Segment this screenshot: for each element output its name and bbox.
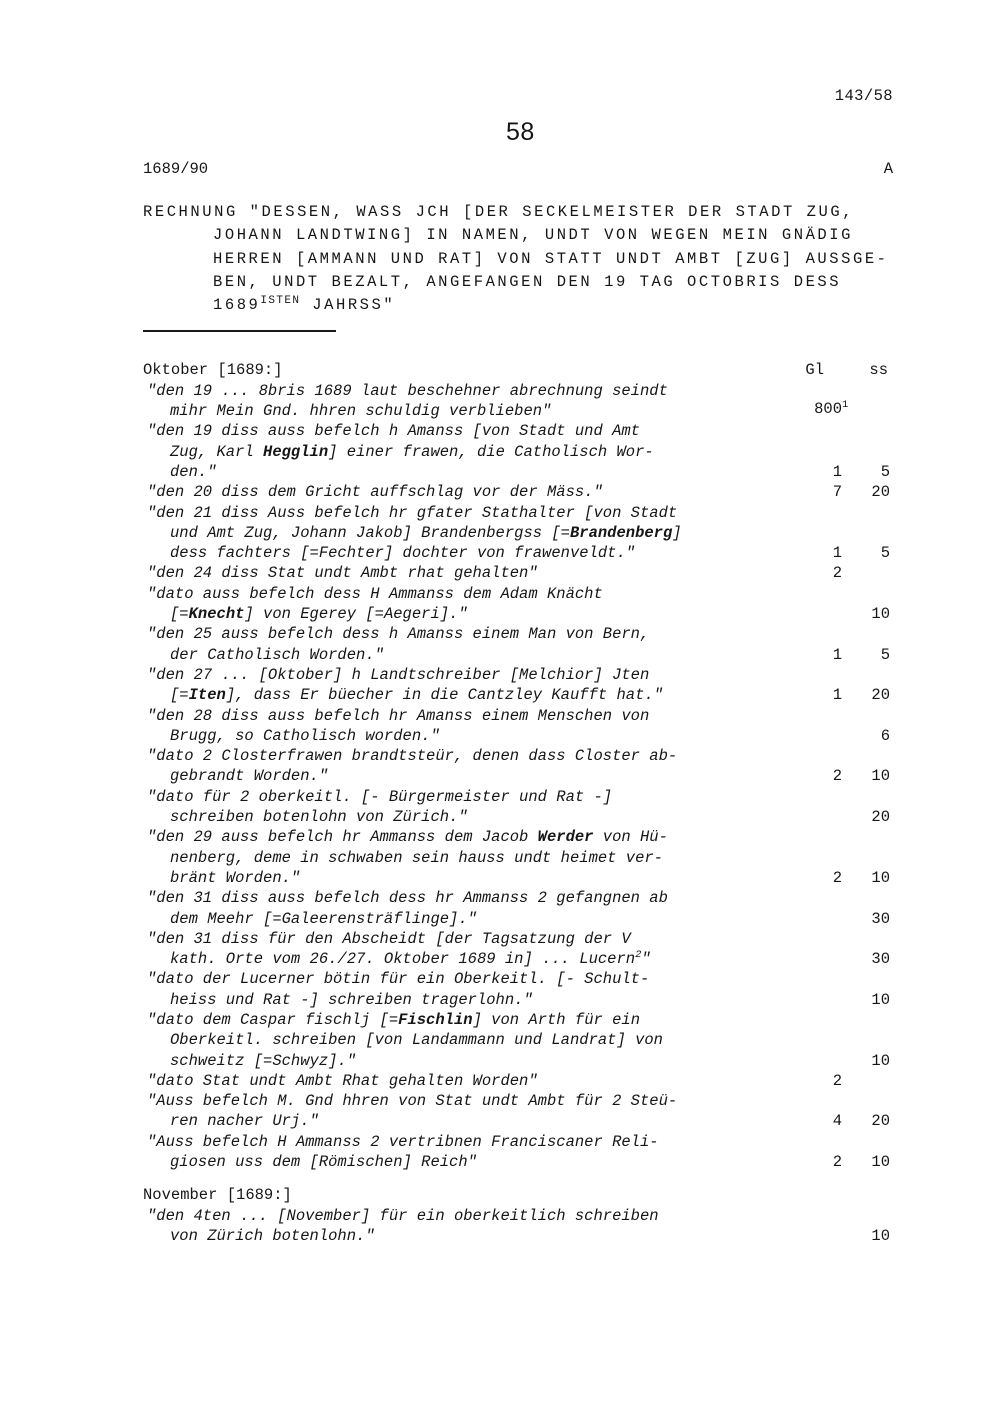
entry-text bbox=[143, 421, 787, 482]
text-run: kath. Orte vom 26./27. Oktober 1689 in] ... Lucern bbox=[170, 950, 636, 969]
text-run: "den 4ten ... [November] für ein oberkeitlich schreiben bbox=[147, 1206, 659, 1225]
entry-line bbox=[143, 523, 787, 543]
text-run: [= bbox=[170, 686, 189, 705]
entry-line bbox=[143, 1010, 787, 1030]
text-run: und Amt Zug, Johann Jakob] Brandenbergss [= bbox=[170, 523, 570, 542]
ledger-entry bbox=[143, 1091, 890, 1132]
entry-text bbox=[143, 888, 787, 929]
text-run: "den 31 diss auss befelch dess hr Ammanss 2 gefangnen ab bbox=[147, 889, 668, 908]
heading-line bbox=[143, 271, 890, 294]
text-run: von Zürich botenlohn." bbox=[170, 1226, 375, 1245]
entry-line bbox=[143, 604, 787, 624]
section-title: Oktober [1689:] bbox=[143, 361, 283, 380]
text-run: von Hü- bbox=[593, 828, 668, 847]
text-run: ren nacher Urj." bbox=[170, 1112, 319, 1131]
entry-line bbox=[143, 381, 787, 401]
ss-value: 10 bbox=[871, 605, 890, 624]
entry-line bbox=[143, 827, 787, 847]
entry-text bbox=[143, 746, 787, 787]
text-run: dem Meehr [=Galeerensträflinge]." bbox=[170, 909, 477, 928]
text-run: "den 19 diss auss befelch h Amanss [von Stadt und Amt bbox=[147, 422, 640, 441]
gl-value: 2 bbox=[832, 564, 842, 583]
page-content bbox=[143, 201, 890, 1246]
ledger-entry bbox=[143, 503, 890, 564]
ledger-entry bbox=[143, 381, 890, 422]
ledger-entry bbox=[143, 1071, 890, 1091]
entry-line bbox=[143, 949, 787, 969]
text-run: "den 31 diss für den Abscheidt [der Tagsatzung der V bbox=[147, 929, 631, 948]
text-run: " bbox=[641, 950, 651, 969]
entry-line bbox=[143, 462, 787, 482]
entry-text bbox=[143, 1206, 787, 1247]
section-header bbox=[143, 1185, 890, 1205]
entry-text bbox=[143, 1091, 787, 1132]
text-run: RECHNUNG "DESSEN, WASS JCH [DER SECKELMEISTER DER STADT ZUG, bbox=[143, 203, 855, 221]
entry-line bbox=[143, 929, 787, 949]
text-run: "den 28 diss auss befelch hr Amanss einem Menschen von bbox=[147, 706, 650, 725]
gl-value: 1 bbox=[832, 544, 842, 563]
heading-line bbox=[143, 248, 890, 271]
ss-value: 20 bbox=[871, 808, 890, 827]
gl-value: 1 bbox=[832, 462, 842, 481]
text-run: der Catholisch Worden." bbox=[170, 645, 384, 664]
entry-text bbox=[143, 503, 787, 564]
bold-name: Iten bbox=[188, 686, 226, 705]
ss-value: 6 bbox=[880, 726, 890, 745]
ledger-entry bbox=[143, 969, 890, 1010]
entry-text bbox=[143, 563, 787, 583]
entry-line bbox=[143, 848, 787, 868]
ledger bbox=[143, 360, 890, 1246]
entry-text bbox=[143, 482, 787, 502]
column-header-gl: Gl bbox=[805, 361, 824, 380]
entry-line bbox=[143, 746, 787, 766]
ss-value: 10 bbox=[871, 868, 890, 887]
heading-line bbox=[143, 224, 890, 247]
entry-line bbox=[143, 442, 787, 462]
entry-line bbox=[143, 868, 787, 888]
heading-line bbox=[143, 294, 890, 317]
text-run: Oberkeitl. schreiben [von Landammann und Landrat] von bbox=[170, 1031, 663, 1050]
entry-line bbox=[143, 969, 787, 989]
ledger-entry bbox=[143, 929, 890, 970]
gl-value: 2 bbox=[832, 767, 842, 786]
heading-line bbox=[143, 201, 890, 224]
text-run: "Auss befelch M. Gnd hhren von Stat undt Ambt für 2 Steü- bbox=[147, 1092, 678, 1111]
ledger-entry bbox=[143, 787, 890, 828]
entry-line bbox=[143, 990, 787, 1010]
ledger-entry bbox=[143, 563, 890, 583]
entry-text bbox=[143, 929, 787, 970]
entry-line bbox=[143, 584, 787, 604]
entry-line bbox=[143, 401, 787, 421]
text-run: "den 25 auss befelch dess h Amanss einem Man von Bern, bbox=[147, 625, 650, 644]
entry-text bbox=[143, 1010, 787, 1071]
entry-text bbox=[143, 706, 787, 747]
text-run: "den 21 diss Auss befelch hr gfater Stathalter [von Stadt bbox=[147, 503, 678, 522]
entry-line bbox=[143, 421, 787, 441]
entry-text bbox=[143, 787, 787, 828]
ledger-entry bbox=[143, 421, 890, 482]
superscript: ISTEN bbox=[260, 295, 301, 308]
gl-value: 1 bbox=[832, 686, 842, 705]
text-run: JOHANN LANDTWING] IN NAMEN, UNDT VON WEGEN MEIN GNÄDIG bbox=[213, 226, 853, 245]
text-run: JAHRSS" bbox=[300, 296, 396, 315]
corner-letter: A bbox=[883, 160, 893, 178]
text-run: Brugg, so Catholisch worden." bbox=[170, 726, 440, 745]
text-run: ] einer frawen, die Catholisch Wor- bbox=[328, 442, 654, 461]
gl-value: 7 bbox=[832, 483, 842, 502]
text-run: 1689 bbox=[213, 296, 261, 315]
entry-text bbox=[143, 969, 787, 1010]
record-heading bbox=[143, 201, 890, 317]
text-run: "den 19 ... 8bris 1689 laut beschehner abrechnung seindt bbox=[147, 381, 668, 400]
text-run: "dato für 2 oberkeitl. [- Bürgermeister und Rat -] bbox=[147, 787, 613, 806]
entry-text bbox=[143, 624, 787, 665]
gl-value: 2 bbox=[832, 1071, 842, 1090]
superscript: 2 bbox=[635, 948, 642, 961]
text-run: "dato Stat undt Ambt Rhat gehalten Worden" bbox=[147, 1071, 538, 1090]
page-number: 58 bbox=[506, 118, 535, 146]
bold-name: Brandenberg bbox=[569, 523, 673, 542]
entry-line bbox=[143, 1206, 787, 1226]
text-run: ] von Arth für ein bbox=[472, 1010, 641, 1029]
page-reference: 143/58 bbox=[834, 87, 893, 105]
ss-value: 10 bbox=[871, 1153, 890, 1172]
gl-value: 4 bbox=[832, 1112, 842, 1131]
ss-value: 10 bbox=[871, 990, 890, 1009]
entry-text bbox=[143, 1071, 787, 1091]
text-run: schweitz [=Schwyz]." bbox=[170, 1051, 357, 1070]
entry-text bbox=[143, 1132, 787, 1173]
ledger-section bbox=[143, 360, 890, 1172]
ledger-entry bbox=[143, 746, 890, 787]
entry-line bbox=[143, 665, 787, 685]
entry-line bbox=[143, 1226, 787, 1246]
entry-line bbox=[143, 482, 787, 502]
gl-value: 8001 bbox=[814, 399, 849, 419]
entry-line bbox=[143, 888, 787, 908]
entry-line bbox=[143, 624, 787, 644]
text-run: dess fachters [=Fechter] dochter von frawenveldt." bbox=[170, 544, 636, 563]
text-run: ], dass Er büecher in die Cantzley Kaufft hat." bbox=[225, 686, 663, 705]
ledger-entry bbox=[143, 624, 890, 665]
entry-line bbox=[143, 1132, 787, 1152]
ledger-entry bbox=[143, 827, 890, 888]
entry-line bbox=[143, 543, 787, 563]
gl-value: 1 bbox=[832, 645, 842, 664]
text-run: den." bbox=[170, 462, 217, 481]
section-title: November [1689:] bbox=[143, 1186, 292, 1205]
ledger-entry bbox=[143, 482, 890, 502]
bold-name: Werder bbox=[537, 828, 594, 847]
ss-value: 30 bbox=[871, 909, 890, 928]
entry-line bbox=[143, 1152, 787, 1172]
entry-text bbox=[143, 665, 787, 706]
text-run: "dato 2 Closterfrawen brandtsteür, denen dass Closter ab- bbox=[147, 747, 678, 766]
entry-text bbox=[143, 381, 787, 422]
entry-line bbox=[143, 766, 787, 786]
bold-name: Knecht bbox=[188, 605, 245, 624]
text-run: nenberg, deme in schwaben sein hauss undt heimet ver- bbox=[170, 848, 663, 867]
gl-value: 2 bbox=[832, 868, 842, 887]
entry-text bbox=[143, 584, 787, 625]
year-label: 1689/90 bbox=[143, 160, 209, 178]
ss-value: 10 bbox=[871, 1226, 890, 1245]
text-run: "den 20 diss dem Gricht auffschlag vor der Mäss." bbox=[147, 483, 603, 502]
ss-value: 5 bbox=[880, 544, 890, 563]
ss-value: 5 bbox=[880, 462, 890, 481]
gl-value: 2 bbox=[832, 1153, 842, 1172]
entry-line bbox=[143, 1030, 787, 1050]
column-header-ss: ss bbox=[869, 361, 888, 380]
ledger-entry bbox=[143, 888, 890, 929]
entry-line bbox=[143, 645, 787, 665]
ledger-entry bbox=[143, 1206, 890, 1247]
text-run: "den 29 auss befelch hr Ammanss dem Jacob bbox=[147, 828, 538, 847]
ledger-entry bbox=[143, 1132, 890, 1173]
bold-name: Hegglin bbox=[263, 442, 329, 461]
ss-value: 10 bbox=[871, 1051, 890, 1070]
ss-value: 20 bbox=[871, 483, 890, 502]
text-run: "dato dem Caspar fischlj [= bbox=[147, 1010, 399, 1029]
text-run: mihr Mein Gnd. hhren schuldig verblieben" bbox=[170, 402, 552, 421]
text-run: schreiben botenlohn von Zürich." bbox=[170, 808, 468, 827]
ledger-entry bbox=[143, 706, 890, 747]
entry-line bbox=[143, 1111, 787, 1131]
bold-name: Fischlin bbox=[398, 1010, 473, 1029]
entry-line bbox=[143, 726, 787, 746]
ss-value: 20 bbox=[871, 1112, 890, 1131]
entry-line bbox=[143, 1091, 787, 1111]
ledger-section bbox=[143, 1185, 890, 1246]
text-run: [= bbox=[170, 605, 189, 624]
text-run: "Auss befelch H Ammanss 2 vertribnen Franciscaner Reli- bbox=[147, 1132, 659, 1151]
ss-value: 5 bbox=[880, 645, 890, 664]
entry-line bbox=[143, 909, 787, 929]
ss-value: 20 bbox=[871, 686, 890, 705]
text-run: HERREN [AMMANN UND RAT] VON STATT UNDT AMBT [ZUG] AUSSGE- bbox=[213, 249, 889, 268]
text-run: bränt Worden." bbox=[170, 868, 301, 887]
ledger-entry bbox=[143, 584, 890, 625]
entry-line bbox=[143, 1071, 787, 1091]
text-run: ] von Egerey [=Aegeri]." bbox=[244, 605, 468, 624]
divider-rule bbox=[143, 330, 336, 332]
ledger-entry bbox=[143, 665, 890, 706]
entry-line bbox=[143, 706, 787, 726]
ss-value: 30 bbox=[871, 950, 890, 969]
entry-line bbox=[143, 503, 787, 523]
entry-line bbox=[143, 685, 787, 705]
entry-line bbox=[143, 807, 787, 827]
text-run: "den 27 ... [Oktober] h Landtschreiber [Melchior] Jten bbox=[147, 665, 650, 684]
text-run: heiss und Rat -] schreiben tragerlohn." bbox=[170, 990, 533, 1009]
text-run: Zug, Karl bbox=[170, 442, 264, 461]
entry-line bbox=[143, 563, 787, 583]
text-run: gebrandt Worden." bbox=[170, 767, 329, 786]
text-run: "dato der Lucerner bötin für ein Oberkeitl. [- Schult- bbox=[147, 970, 650, 989]
text-run: "dato auss befelch dess H Ammanss dem Adam Knächt bbox=[147, 584, 603, 603]
section-header bbox=[143, 360, 890, 380]
text-run: ] bbox=[672, 523, 682, 542]
entry-line bbox=[143, 1051, 787, 1071]
ss-value: 10 bbox=[871, 767, 890, 786]
entry-line bbox=[143, 787, 787, 807]
text-run: BEN, UNDT BEZALT, ANGEFANGEN DEN 19 TAG OCTOBRIS DESS bbox=[213, 272, 842, 291]
text-run: "den 24 diss Stat undt Ambt rhat gehalten" bbox=[147, 564, 538, 583]
text-run: giosen uss dem [Römischen] Reich" bbox=[170, 1153, 477, 1172]
ledger-entry bbox=[143, 1010, 890, 1071]
entry-text bbox=[143, 827, 787, 888]
